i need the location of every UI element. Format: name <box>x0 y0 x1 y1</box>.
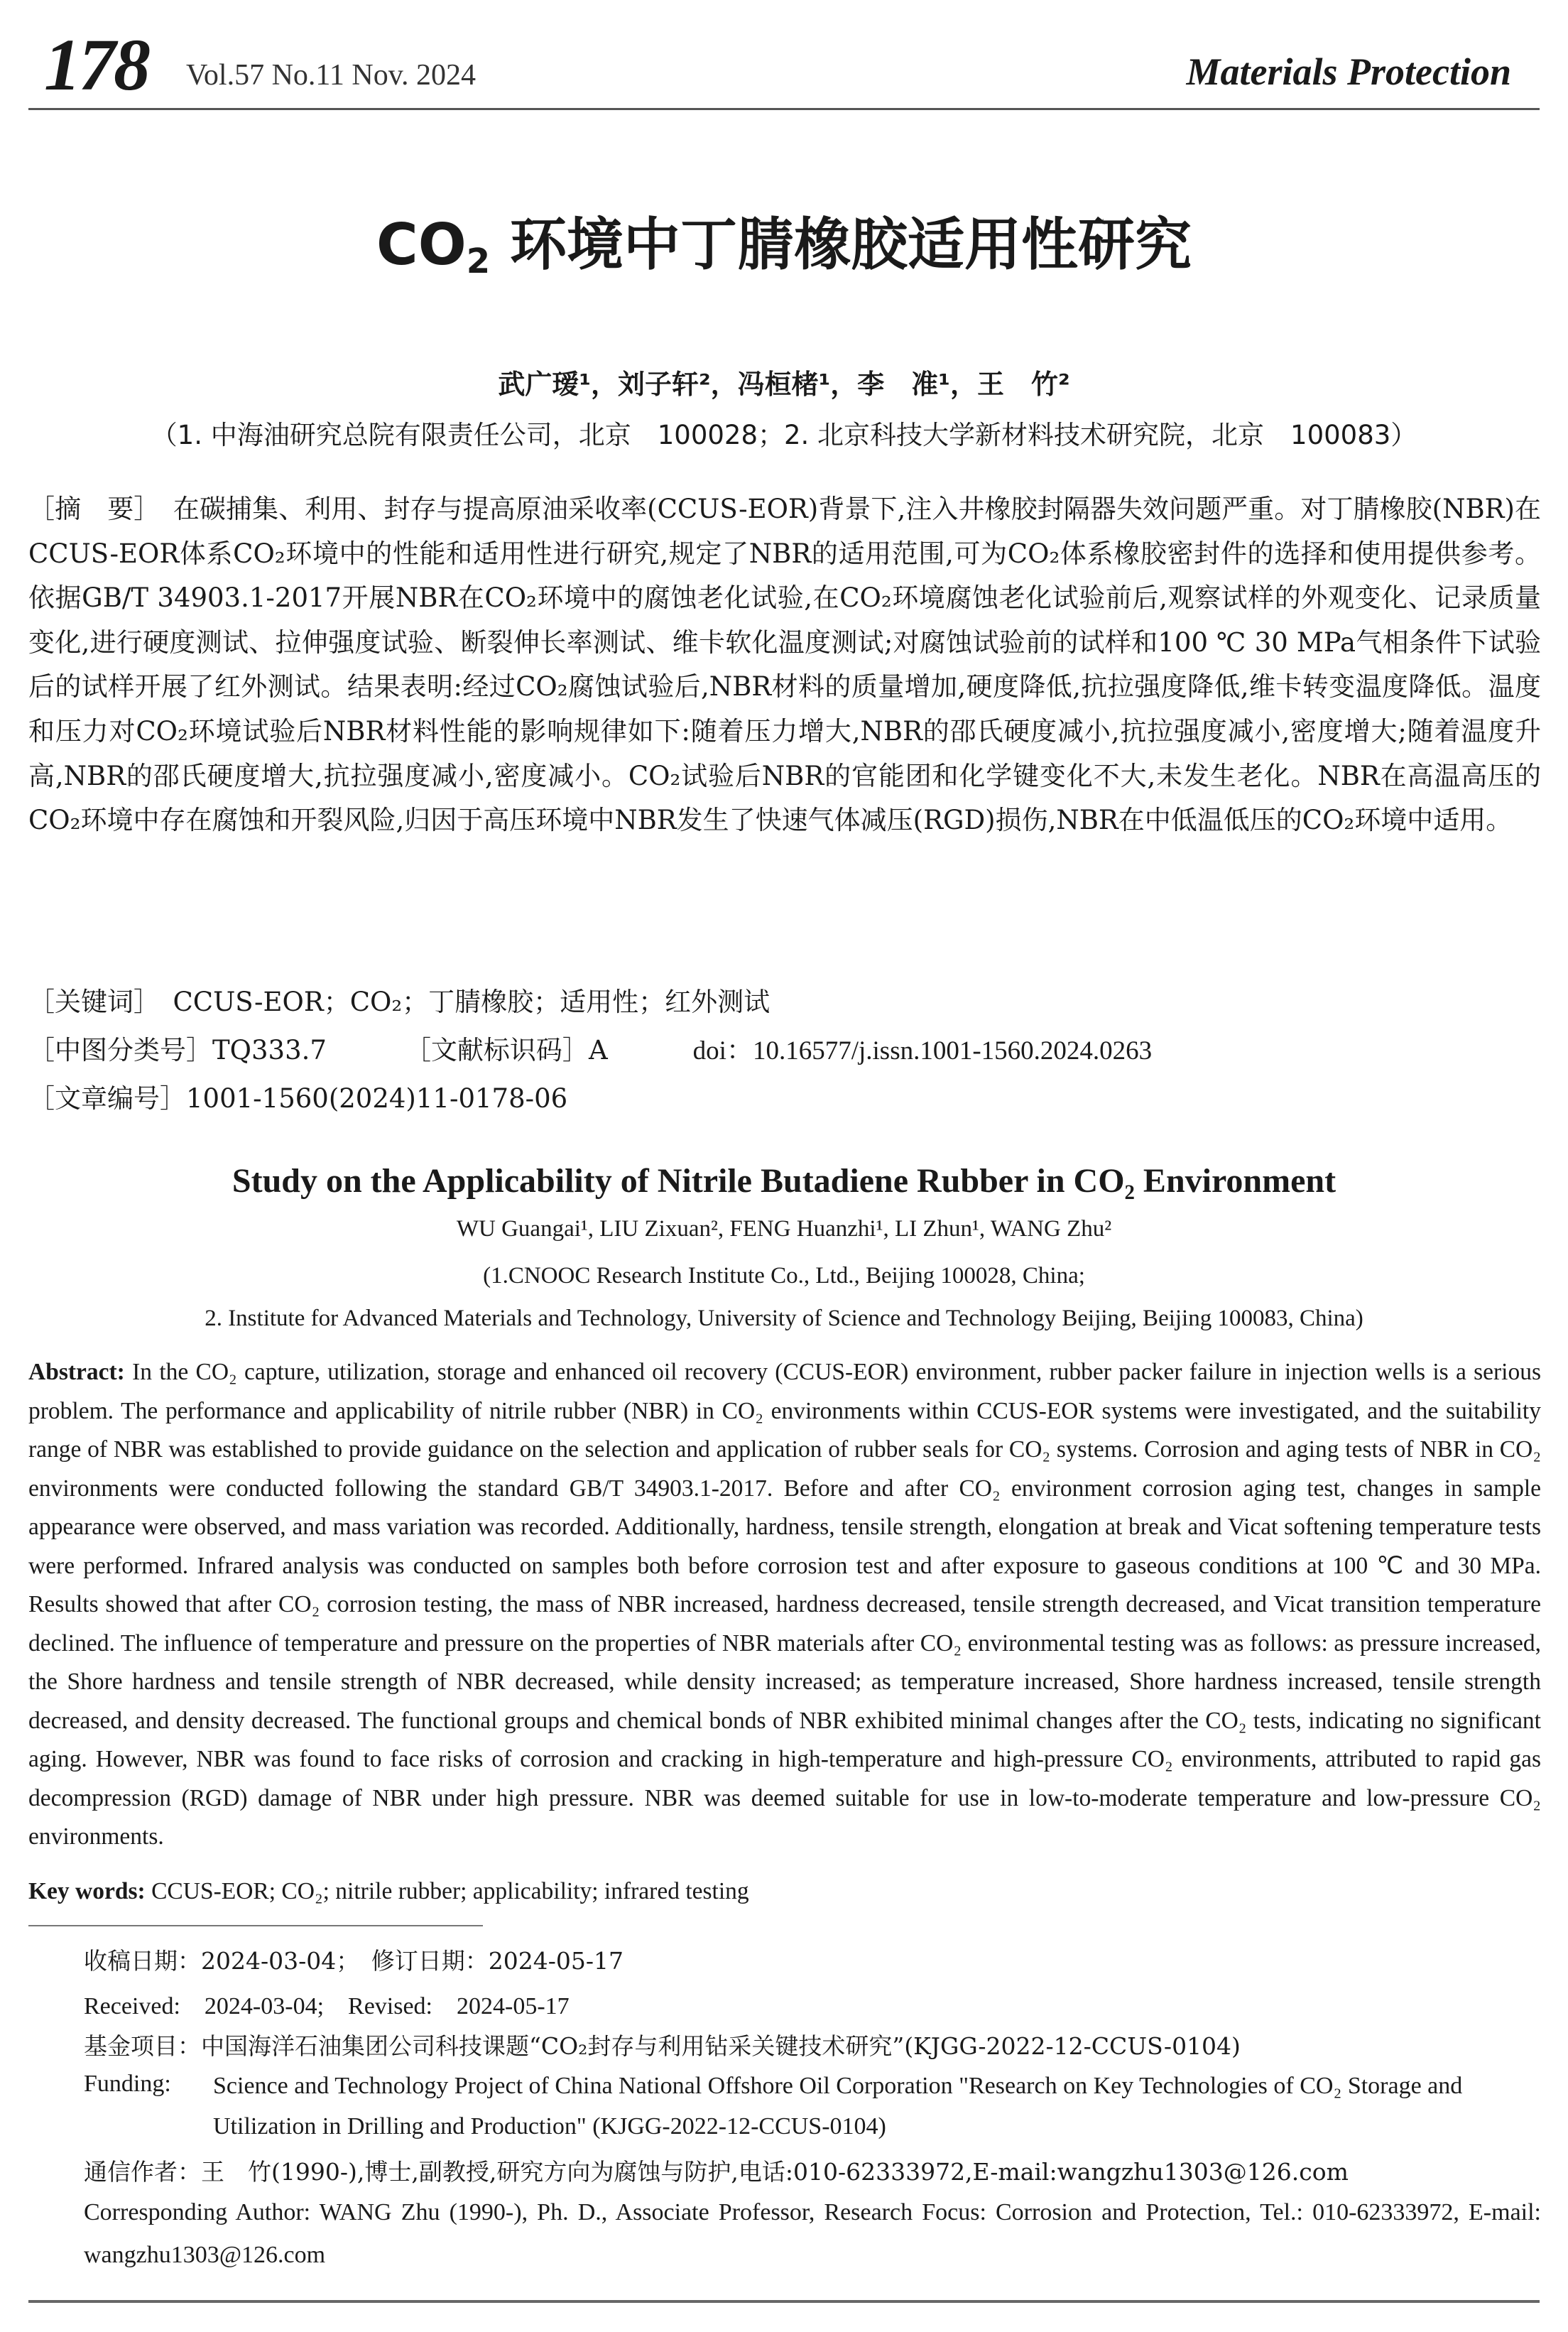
funding-cn: 基金项目：中国海洋石油集团公司科技课题“CO₂封存与利用钻采关键技术研究”(KJGG-2022-12-CCUS-0104) <box>84 2032 1241 2060</box>
volume-info: Vol.57 No.11 Nov. 2024 <box>186 59 476 92</box>
cn-article-number: ［文章编号］1001-1560(2024)11-0178-06 <box>28 1083 568 1114</box>
doi[interactable]: doi：10.16577/j.issn.1001-1560.2024.0263 <box>692 1036 1153 1065</box>
cn-authors: 武广瑷¹，刘子轩²，冯桓楮¹，李 准¹，王 竹² <box>498 369 1070 400</box>
cn-abstract <box>28 487 1541 843</box>
en-abstract <box>28 1353 1541 1857</box>
en-abstract-text: In the CO₂ capture, utilization, storage and enhanced oil recovery (CCUS-EOR) environment, rubber packer failure in injection wells is a serious problem. The performance and applicability of nitrile rubber (NBR) in CO₂ environments within CCUS-EOR systems were investigated, and the suitability range of NBR was established to provide guidance on the selection and application of rubber seals for CO₂ systems. Corrosion and aging tests of NBR in CO₂ environments were conducted following the standard GB/T 34903.1-2017. Before and after CO₂ environment corrosion aging test, changes in sample appearance were observed, and mass variation was recorded. Additionally, hardness, tensile strength, elongation at break and Vicat softening temperature tests were performed. Infrared analysis was conducted on samples both before corrosion test and after exposure to gaseous conditions at 100 ℃ and 30 MPa. Results showed that after CO₂ corrosion testing, the mass of NBR increased, hardness decreased, tensile strength decreased, and Vicat transition temperature declined. The influence of temperature and pressure on the properties of NBR materials after CO₂ environmental testing was as follows: as pressure increased, the Shore hardness and tensile strength of NBR decreased, while density increased; as temperature increased, Shore hardness increased, tensile strength decreased, and density decreased. The functional groups and chemical bonds of NBR exhibited minimal changes after the CO₂ tests, indicating no significant aging. However, NBR was found to face risks of corrosion and cracking in high-temperature and high-pressure CO₂ environments, attributed to rapid gas decompression (RGD) damage of NBR under high pressure. NBR was deemed suitable for use in low-to-moderate temperature and low-pressure CO₂ environments. <box>28 1359 1542 1850</box>
cn-abstract-text: 在碳捕集、利用、封存与提高原油采收率(CCUS-EOR)背景下,注入井橡胶封隔器失效问题严重。对丁腈橡胶(NBR)在CCUS-EOR体系CO₂环境中的性能和适用性进行研究,规定了NBR的适用范围,可为CO₂体系橡胶密封件的选择和使用提供参考。依据GB/T 34903.1-2017开展NBR在CO₂环境中的腐蚀老化试验,在CO₂环境腐蚀老化试验前后,观察试样的外观变化、记录质量变化,进行硬度测试、拉伸强度试验、断裂伸长率测试、维卡软化温度测试;对腐蚀试验前的试样和100 ℃ 30 MPa气相条件下试验后的试样开展了红外测试。结果表明:经过CO₂腐蚀试验后,NBR材料的质量增加,硬度降低,抗拉强度降低,维卡转变温度降低。温度和压力对CO₂环境试验后NBR材料性能的影响规律如下:随着压力增大,NBR的邵氏硬度减小,抗拉强度减小,密度增大;随着温度升高,NBR的邵氏硬度增大,抗拉强度减小,密度减小。CO₂试验后NBR的官能团和化学键变化不大,未发生老化。NBR在高温高压的CO₂环境中存在腐蚀和开裂风险,归因于高压环境中NBR发生了快速气体减压(RGD)损伤,NBR在中低温低压的CO₂环境中适用。 <box>28 494 1542 836</box>
footnote-rule <box>28 1925 483 1926</box>
en-affiliation-1: (1.CNOOC Research Institute Co., Ltd., Beijing 100028, China; <box>483 1263 1085 1289</box>
cn-title: $CO_2$ 环境中丁腈橡胶适用性研究 <box>376 212 1192 281</box>
cn-affiliation: （1. 中海油研究总院有限责任公司，北京 100028；2. 北京科技大学新材料技术研究院，北京 100083） <box>151 420 1417 450</box>
received-en: Received: 2024-03-04; Revised: 2024-05-17 <box>84 1993 570 2019</box>
journal-name: Materials Protection <box>1186 50 1511 93</box>
received-cn: 收稿日期：2024-03-04； 修订日期：2024-05-17 <box>84 1947 624 1975</box>
en-authors: WU Guangai¹, LIU Zixuan², FENG Huanzhi¹, LI Zhun¹, WANG Zhu² <box>456 1216 1112 1242</box>
bottom-rule <box>28 2300 1540 2303</box>
funding-en: Science and Technology Project of China National Offshore Oil Corporation "Research on Key Technologies of CO₂ Storage and Utilization in Drilling and Production" (KJGG-2022-12-CCUS-0104) <box>213 2073 1463 2140</box>
funding-en-label: Funding: <box>84 2071 171 2097</box>
cn-keywords: ［关键词］ CCUS-EOR；CO₂；丁腈橡胶；适用性；红外测试 <box>28 987 771 1017</box>
corresponding-cn: 通信作者：王 竹(1990-),博士,副教授,研究方向为腐蚀与防护,电话:010-62333972,E-mail:wangzhu1303@126.com <box>84 2158 1349 2186</box>
en-keywords: Key words: CCUS-EOR; CO₂; nitrile rubber; applicability; infrared testing <box>28 1878 749 1904</box>
corresponding-en: Corresponding Author: WANG Zhu (1990-), Ph. D., Associate Professor, Research Focus: Corrosion and Protection, Tel.: 010-62333972, E-mail: wangzhu1303@126.com <box>84 2199 1541 2268</box>
en-abstract-label: Abstract: <box>28 1359 125 1385</box>
en-title: Study on the Applicability of Nitrile Butadiene Rubber in CO₂ Environment <box>232 1162 1336 1200</box>
en-affiliation-2: 2. Institute for Advanced Materials and Technology, University of Science and Technology Beijing, Beijing 100083, China) <box>205 1306 1363 1331</box>
cn-abstract-label: ［摘 要］ <box>28 494 147 524</box>
page-number: 178 <box>44 24 148 106</box>
header-rule <box>28 108 1540 110</box>
cn-classification: ［中图分类号］TQ333.7 ［文献标识码］A doi：10.16577/j.issn.1001-1560.2024.0263 <box>28 1035 1153 1065</box>
